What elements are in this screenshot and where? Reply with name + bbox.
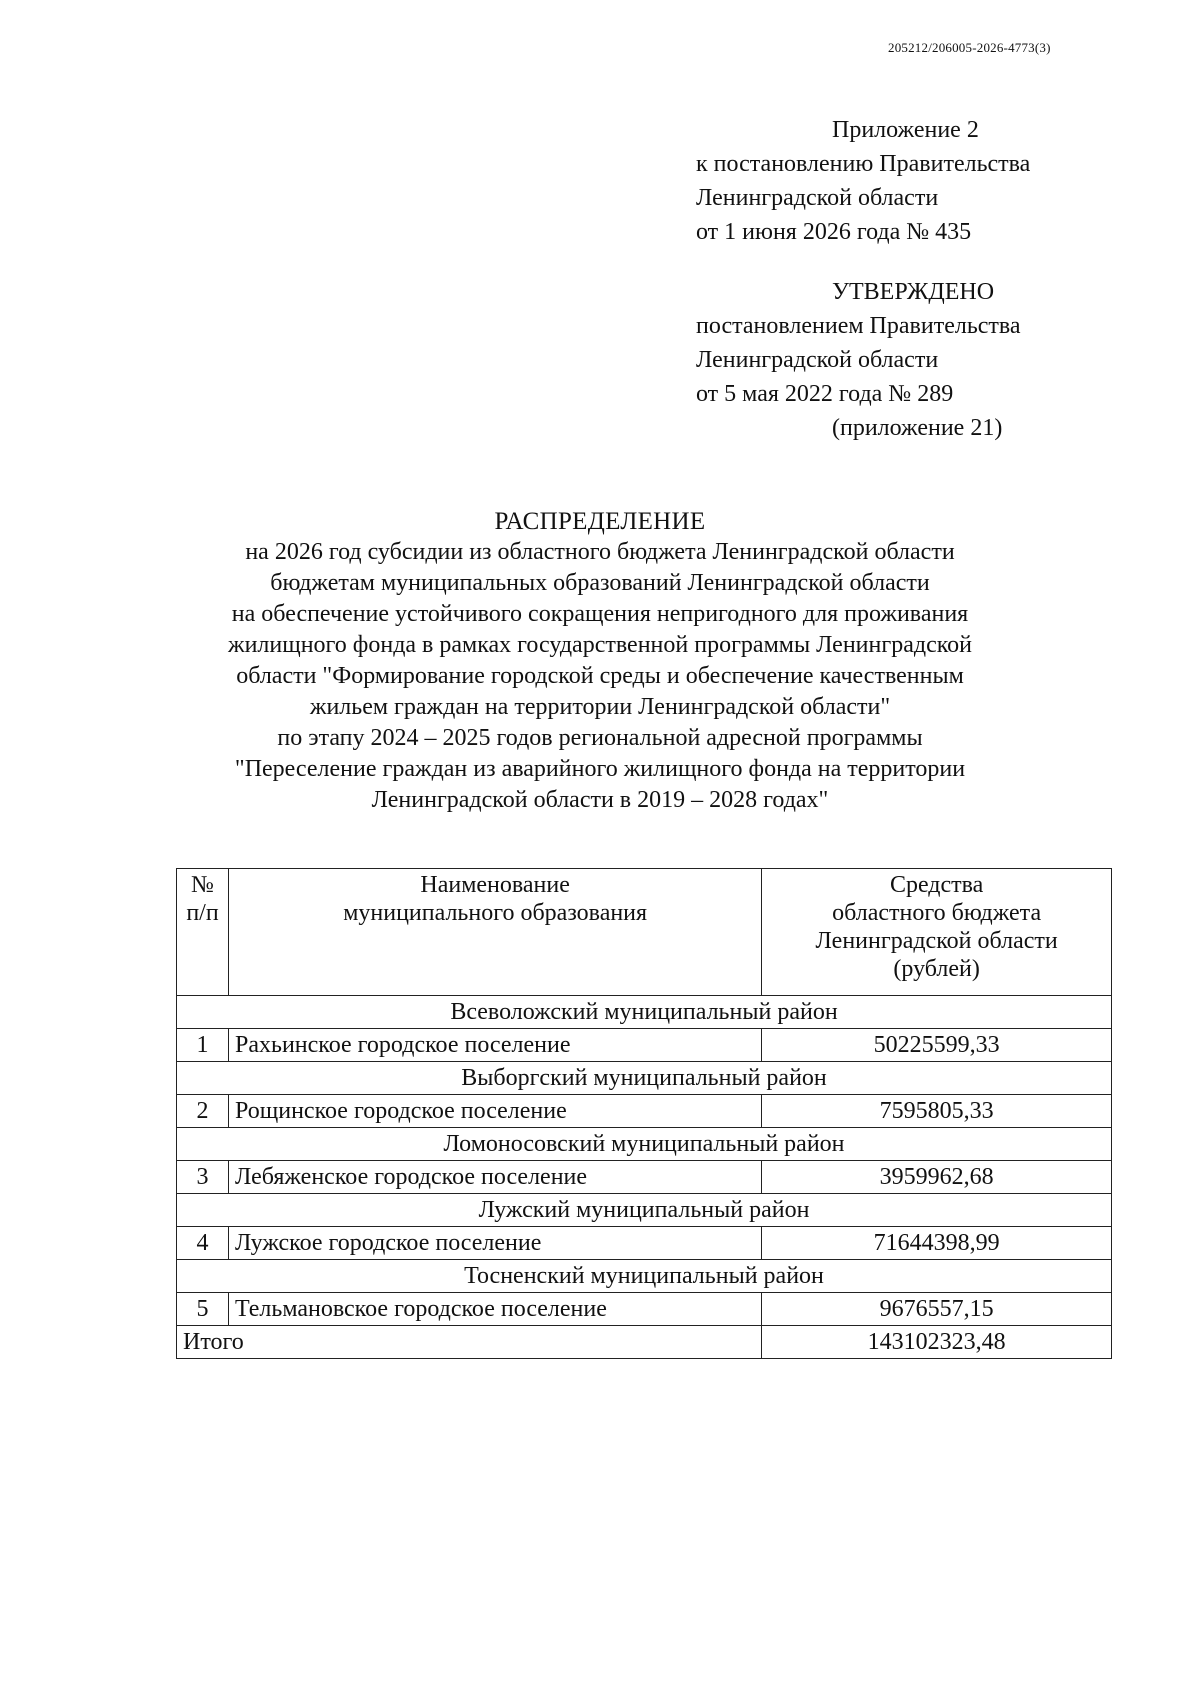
title-line: жилищного фонда в рамках государственной программы Ленинградской (227, 632, 973, 658)
header-num (177, 869, 229, 996)
header-text: п/п (186, 900, 219, 926)
table-row (177, 1227, 1112, 1260)
row-num: 1 (177, 1029, 229, 1062)
title-heading: РАСПРЕДЕЛЕНИЕ (494, 508, 706, 535)
table-row (177, 1293, 1112, 1326)
district-row (177, 1194, 1112, 1227)
title-line: "Переселение граждан из аварийного жилищного фонда на территории (234, 756, 966, 782)
distribution-table (176, 868, 1112, 1359)
row-name: Тельмановское городское поселение (229, 1293, 762, 1326)
row-sum: 3959962,68 (762, 1161, 1112, 1194)
header-text: (рублей) (893, 956, 980, 982)
title-line: на 2026 год субсидии из областного бюджета Ленинградской области (245, 539, 955, 565)
header-name (229, 869, 762, 996)
title-line: по этапу 2024 – 2025 годов региональной адресной программы (277, 725, 923, 751)
header-text: Средства (889, 872, 984, 898)
district-row (177, 1062, 1112, 1095)
header-text: муниципального образования (343, 900, 648, 926)
appendix-line: Приложение 2 (832, 117, 979, 143)
appendix-line: к постановлению Правительства (696, 151, 1031, 177)
district-row (177, 996, 1112, 1029)
header-text: областного бюджета (832, 900, 1042, 926)
document-registration-number: 205212/206005-2026-4773(3) (888, 40, 1051, 55)
approved-line: (приложение 21) (832, 415, 1003, 441)
approved-line: Ленинградской области (696, 347, 939, 373)
total-sum: 143102323,48 (762, 1326, 1112, 1359)
row-name: Лужское городское поселение (229, 1227, 762, 1260)
title-line: области "Формирование городской среды и обеспечение качественным (236, 663, 964, 689)
title-line: Ленинградской области в 2019 – 2028 годах" (371, 787, 829, 813)
district-name: Всеволожский муниципальный район (177, 996, 1112, 1029)
row-name: Рахьинское городское поселение (229, 1029, 762, 1062)
district-name: Ломоносовский муниципальный район (177, 1128, 1112, 1161)
total-label: Итого (177, 1326, 762, 1359)
title-line: жильем граждан на территории Ленинградской области" (309, 694, 891, 720)
row-num: 5 (177, 1293, 229, 1326)
header-sum (762, 869, 1112, 996)
row-name: Лебяженское городское поселение (229, 1161, 762, 1194)
appendix-line: от 1 июня 2026 года № 435 (696, 219, 972, 245)
document-title (150, 506, 1050, 816)
header-text: Наименование (420, 872, 570, 898)
row-sum: 50225599,33 (762, 1029, 1112, 1062)
row-num: 3 (177, 1161, 229, 1194)
approved-line: от 5 мая 2022 года № 289 (696, 381, 954, 407)
total-row (177, 1326, 1112, 1359)
table-row (177, 1161, 1112, 1194)
row-num: 4 (177, 1227, 229, 1260)
header-text: № (191, 872, 214, 898)
district-row (177, 1260, 1112, 1293)
table-header-row (177, 869, 1112, 996)
approved-line: постановлением Правительства (696, 313, 1021, 339)
row-sum: 71644398,99 (762, 1227, 1112, 1260)
district-row (177, 1128, 1112, 1161)
title-line: на обеспечение устойчивого сокращения непригодного для проживания (231, 601, 969, 627)
district-name: Тосненский муниципальный район (177, 1260, 1112, 1293)
row-num: 2 (177, 1095, 229, 1128)
district-name: Выборгский муниципальный район (177, 1062, 1112, 1095)
district-name: Лужский муниципальный район (177, 1194, 1112, 1227)
title-line: бюджетам муниципальных образований Ленинградской области (270, 570, 930, 596)
header-text: Ленинградской области (815, 928, 1058, 954)
table-row (177, 1095, 1112, 1128)
approved-line: УТВЕРЖДЕНО (832, 279, 995, 305)
row-sum: 9676557,15 (762, 1293, 1112, 1326)
row-name: Рощинское городское поселение (229, 1095, 762, 1128)
appendix-line: Ленинградской области (696, 185, 939, 211)
table-row (177, 1029, 1112, 1062)
row-sum: 7595805,33 (762, 1095, 1112, 1128)
